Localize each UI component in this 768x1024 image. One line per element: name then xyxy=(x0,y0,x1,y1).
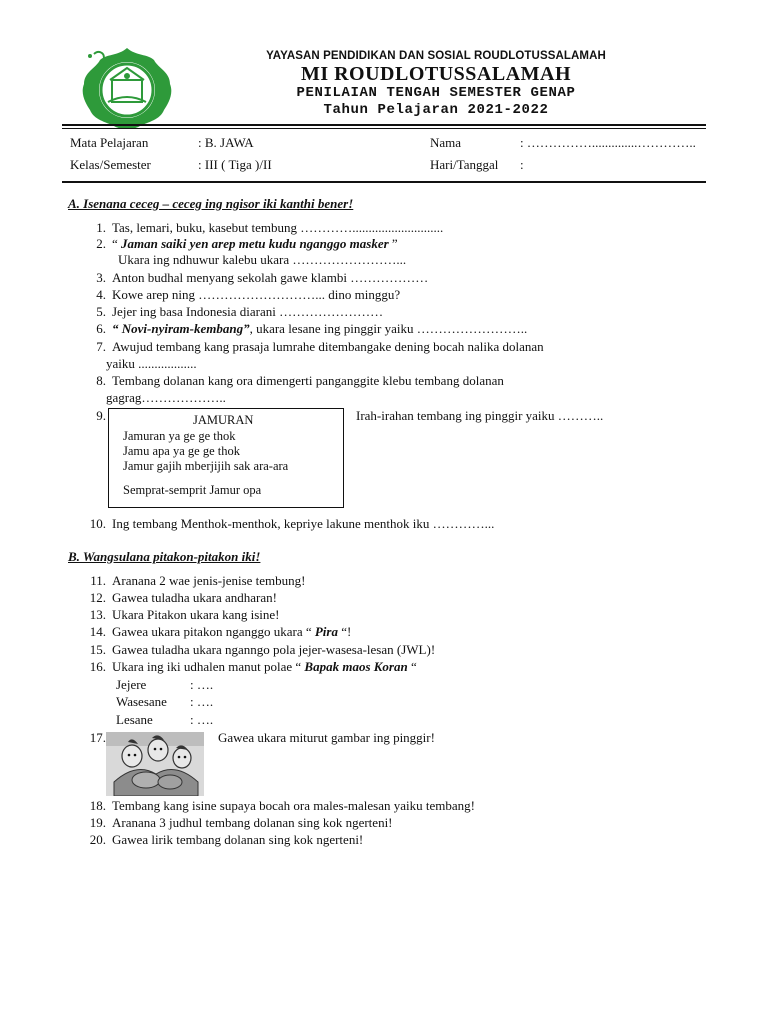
name-value: : ……………..............………….. xyxy=(520,135,696,150)
question-9-number: 9. xyxy=(96,408,106,423)
exam-title: PENILAIAN TENGAH SEMESTER GENAP xyxy=(296,85,576,101)
jejere-blank: : …. xyxy=(190,677,214,692)
header-rule-top xyxy=(62,124,706,126)
section-b-title: B. Wangsulana pitakon-pitakon iki! xyxy=(68,549,261,564)
question-19: 19. Aranana 3 judhul tembang dolanan sing kok ngerteni! xyxy=(89,815,393,830)
question-3: 3. Anton budhal menyang sekolah gawe klambi ……………… xyxy=(96,270,429,285)
question-8-cont: gagrag……………….. xyxy=(106,390,226,405)
question-2: 2. “ Jaman saiki yen arep metu kudu nganggo masker ” xyxy=(96,236,398,251)
children-playing-illustration xyxy=(106,732,204,796)
song-line-2: Jamu apa ya ge ge thok xyxy=(123,444,240,458)
question-10: 10. Ing tembang Menthok-menthok, kepriye lakune menthok iku …………... xyxy=(89,516,495,531)
question-4: 4. Kowe arep ning ………………………... dino minggu? xyxy=(96,287,401,302)
question-9-text: Irah-irahan tembang ing pinggir yaiku ……….. xyxy=(356,408,604,423)
song-line-1: Jamuran ya ge ge thok xyxy=(123,429,236,443)
school-name: MI ROUDLOTUSSALAMAH xyxy=(300,63,572,85)
question-12: 12. Gawea tuladha ukara andharan! xyxy=(89,590,277,605)
wasesane-blank: : …. xyxy=(190,694,214,709)
date-value: : xyxy=(520,157,524,172)
song-line-3: Jamur gajih mberjijih sak ara-ara xyxy=(123,459,289,473)
song-title: JAMURAN xyxy=(193,413,254,427)
class-value: : III ( Tiga )/II xyxy=(198,157,272,172)
school-logo xyxy=(78,46,176,130)
question-7-cont: yaiku .................. xyxy=(106,356,197,371)
section-a-title: A. Isenana ceceg – ceceg ing ngisor iki kanthi bener! xyxy=(68,196,354,211)
question-16: 16. Ukara ing iki udhalen manut polae “ Bapak maos Koran “ xyxy=(89,659,417,674)
song-line-4: Semprat-semprit Jamur opa xyxy=(123,483,262,497)
header-rule-thin xyxy=(62,128,706,129)
question-2-cont: Ukara ing ndhuwur kalebu ukara ……………………... xyxy=(118,252,407,267)
question-20: 20. Gawea lirik tembang dolanan sing kok ngerteni! xyxy=(89,832,364,847)
question-8: 8. Tembang dolanan kang ora dimengerti panganggite klebu tembang dolanan xyxy=(96,373,504,388)
question-17-text: Gawea ukara miturut gambar ing pinggir! xyxy=(218,730,435,745)
question-6: 6. “ Novi-nyiram-kembang”, ukara lesane ing pinggir yaiku …………………….. xyxy=(96,321,528,336)
question-5: 5. Jejer ing basa Indonesia diarani …………………… xyxy=(96,304,384,319)
academic-year: Tahun Pelajaran 2021-2022 xyxy=(323,102,549,118)
question-1: 1. Tas, lemari, buku, kasebut tembung …………............................ xyxy=(96,220,444,235)
foundation-name: YAYASAN PENDIDIKAN DAN SOSIAL ROUDLOTUSSALAMAH xyxy=(266,50,606,62)
question-13: 13. Ukara Pitakon ukara kang isine! xyxy=(89,607,280,622)
date-label: Hari/Tanggal xyxy=(430,157,499,172)
name-label: Nama xyxy=(430,135,462,150)
question-7: 7. Awujud tembang kang prasaja lumrahe ditembangake dening bocah nalika dolanan xyxy=(96,339,544,354)
question-14: 14. Gawea ukara pitakon nganggo ukara “ Pira “! xyxy=(89,624,352,639)
info-rule xyxy=(62,181,706,183)
class-label: Kelas/Semester xyxy=(70,157,151,172)
wasesane-label: Wasesane xyxy=(116,694,167,709)
song-box xyxy=(108,408,344,508)
question-17-number: 17. xyxy=(89,730,106,745)
lesane-blank: : …. xyxy=(190,712,214,727)
jejere-label: Jejere xyxy=(116,677,147,692)
subject-label: Mata Pelajaran xyxy=(70,135,149,150)
subject-value: : B. JAWA xyxy=(198,135,254,150)
question-18: 18. Tembang kang isine supaya bocah ora males-malesan yaiku tembang! xyxy=(89,798,475,813)
question-11: 11. Aranana 2 wae jenis-jenise tembung! xyxy=(90,573,306,588)
lesane-label: Lesane xyxy=(116,712,153,727)
question-15: 15. Gawea tuladha ukara nganngo pola jejer-wasesa-lesan (JWL)! xyxy=(89,642,436,657)
